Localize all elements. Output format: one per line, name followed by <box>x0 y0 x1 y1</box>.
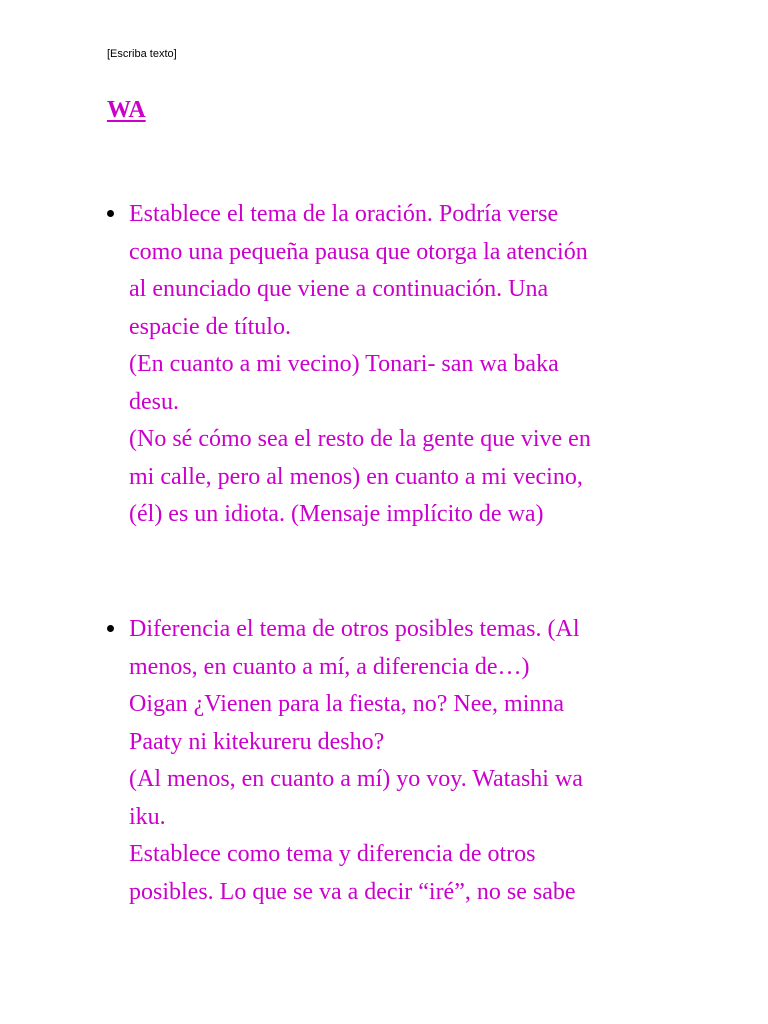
paragraph-line: menos, en cuanto a mí, a diferencia de…) <box>129 653 530 680</box>
paragraph-line: iku. <box>129 803 166 830</box>
paragraph-line: desu. <box>129 388 179 415</box>
paragraph-line: (No sé cómo sea el resto de la gente que vive en <box>129 426 591 452</box>
bullet-paragraph <box>129 611 687 911</box>
paragraph-line: espacie de título. <box>129 313 291 340</box>
paragraph-line: Paaty ni kitekureru desho? <box>129 728 385 755</box>
paragraph-line: (Al menos, en cuanto a mí) yo voy. Watashi wa <box>129 766 583 792</box>
paragraph-line: (En cuanto a mi vecino) Tonari- san wa baka <box>129 351 559 377</box>
bullet-paragraph <box>129 196 687 534</box>
paragraph-line: como una pequeña pausa que otorga la atención <box>129 238 588 265</box>
paragraph-line: posibles. Lo que se va a decir “iré”, no se sabe <box>129 878 576 905</box>
paragraph-line: Oigan ¿Vienen para la fiesta, no? Nee, minna <box>129 691 565 717</box>
paragraph-line: (él) es un idiota. (Mensaje implícito de wa) <box>129 501 544 527</box>
bullet-dot-icon <box>107 625 114 632</box>
paragraph-line: al enunciado que viene a continuación. Una <box>129 276 549 302</box>
paragraph-line: Establece como tema y diferencia de otros <box>129 841 536 867</box>
bullet-dot-icon <box>107 210 114 217</box>
section-heading: WA <box>107 97 146 123</box>
paragraph-line: Diferencia el tema de otros posibles temas. (Al <box>129 616 580 642</box>
bullet-item-contrast <box>107 611 687 911</box>
paragraph-line: mi calle, pero al menos) en cuanto a mi vecino, <box>129 463 583 490</box>
paragraph-line: Establece el tema de la oración. Podría verse <box>129 201 559 227</box>
header-placeholder-text: [Escriba texto] <box>107 48 177 60</box>
bullet-item-topic <box>107 196 687 534</box>
